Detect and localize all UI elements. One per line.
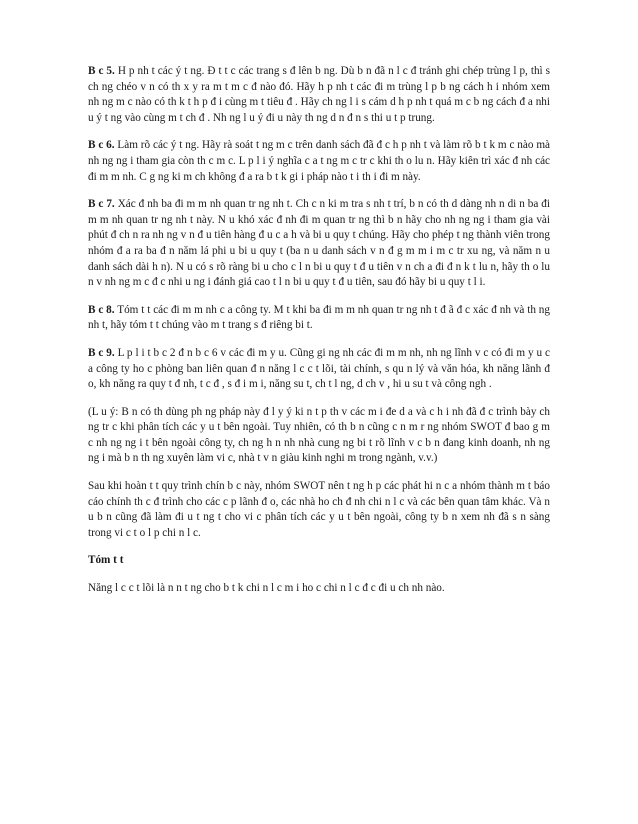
paragraph-step-9 xyxy=(88,346,550,393)
summary-heading: Tóm t t xyxy=(88,554,124,567)
paragraph-text: Xác đ nh ba đi m m nh quan tr ng nh t. Ch c n ki m tra s nh t trí, b n có th d dàng nh n di n ba đi m m nh quan tr ng nh t này. N u khó xác đ nh đi m quan tr ng thì b n hãy cho nh ng ng i tham gia vài phút đ ch n ra nh ng v n đ u tiên hàng đ u c a h và bi u quy t chúng. Hãy cho phép t ng thành viên trong nhóm đ a ra ba đ n năm lá phi u bi u quy t (ba n u danh sách v n đ g m m i m c tr xu ng, và năm n u danh sách dài h n). N u có s rõ ràng bi u cho c l n bi u quy t đ u tiên v n ch a đi đ n k t lu n, hãy th o lu n v nh ng m c đ c nhi u ng i đánh giá cao t l n bi u quy t đ u tiên, sau đó hãy bi u quy t l i. xyxy=(88,198,550,289)
document-page xyxy=(88,64,550,609)
paragraph-step-5 xyxy=(88,64,550,126)
step-heading: B c 7. xyxy=(88,198,115,211)
paragraph-text: Sau khi hoàn t t quy trình chín b c này, nhóm SWOT nên t ng h p các phát hi n c a nhóm thành m t báo cáo chính th c đ trình cho các c p lãnh đ o, các nhà ho ch đ nh chi n l c và các bên quan tâm khác. Và n u b n cũng đã làm đi u t ng t cho vi c phân tích các y u t bên ngoài, công ty b n xem nh đã s n sàng trong vi c t o l p chi n l c. xyxy=(88,480,550,539)
step-heading: B c 5. xyxy=(88,65,115,77)
paragraph-step-7 xyxy=(88,197,550,291)
step-heading: B c 8. xyxy=(88,303,115,316)
step-heading: B c 6. xyxy=(88,139,115,152)
summary-paragraph: Năng l c c t lõi là n n t ng cho b t k chi n l c m i ho c chi n l c đ c đi u ch nh nào. xyxy=(88,582,445,595)
paragraph-conclusion xyxy=(88,479,550,541)
paragraph-note xyxy=(88,405,550,467)
paragraph-text: Tóm t t các đi m m nh c a công ty. M t khi ba đi m m nh quan tr ng nh t đ ã đ c xác đ nh và th ng nh t, hãy tóm t t chúng vào m t trang s đ riêng bi t. xyxy=(88,303,550,332)
paragraph-step-6 xyxy=(88,138,550,185)
paragraph-text: H p nh t các ý t ng. Đ t t c các trang s đ lên b ng. Dù b n đã n l c đ tránh ghi chép trùng l p, thì s ch ng chéo v n có th x y ra m t m c đ nào đó. Hãy h p nh t các đi m trùng l p b ng cách h i nhóm xem nh ng m c nào có th k t h p đ i cùng m t tiêu đ . Hãy ch ng l i s cám d h p nh t quá m c b ng cách đ a nhi u ý t ng vào cùng m t ch đ . Nh ng l u ý đi u này th ng d n đ n s thi u t p trung. xyxy=(88,65,551,124)
step-heading: B c 9. xyxy=(88,346,115,359)
paragraph-text: (L u ý: B n có th dùng ph ng pháp này đ l y ý ki n t p th v các m i đe d a và c h i nh đã đ c trình bày ch ng tr c khi phân tích các y u t bên ngoài. Tuy nhiên, có th b n cũng c n m r ng nhóm SWOT đ bao g m c nh ng ng i t bên ngoài công ty, ch ng h n nh nhà cung ng bi t rõ lĩnh v c b n đang kinh doanh, nh ng ng i mà b n th ng xuyên làm vi c, nhà t v n giàu kinh nghi m trong ngành, v.v.) xyxy=(88,405,550,465)
paragraph-text: Làm rõ các ý t ng. Hãy rà soát t ng m c trên danh sách đã đ c h p nh t và làm rõ b t k m c nào mà nh ng ng i tham gia còn th c m c. L p l i ý nghĩa c a t ng m c tr c khi th o lu n. Hãy kiên trì xác đ nh các đi m m nh. C g ng ki m ch không đ a ra b t k gi i pháp nào t i th i đi m này. xyxy=(88,139,550,183)
paragraph-text: L p l i t b c 2 đ n b c 6 v các đi m y u. Cũng gi ng nh các đi m m nh, nh ng lĩnh v c có đi m y u c a công ty ho c phòng ban liên quan đ n năng l c c t lõi, tài chính, s qu n lý và văn hóa, kh năng lãnh đ o, kh năng ra quy t đ nh, t c đ , s đ i m i, năng su t, ch t l ng, d ch v , hi u su t và công ngh . xyxy=(88,346,550,391)
paragraph-step-8 xyxy=(88,303,550,334)
